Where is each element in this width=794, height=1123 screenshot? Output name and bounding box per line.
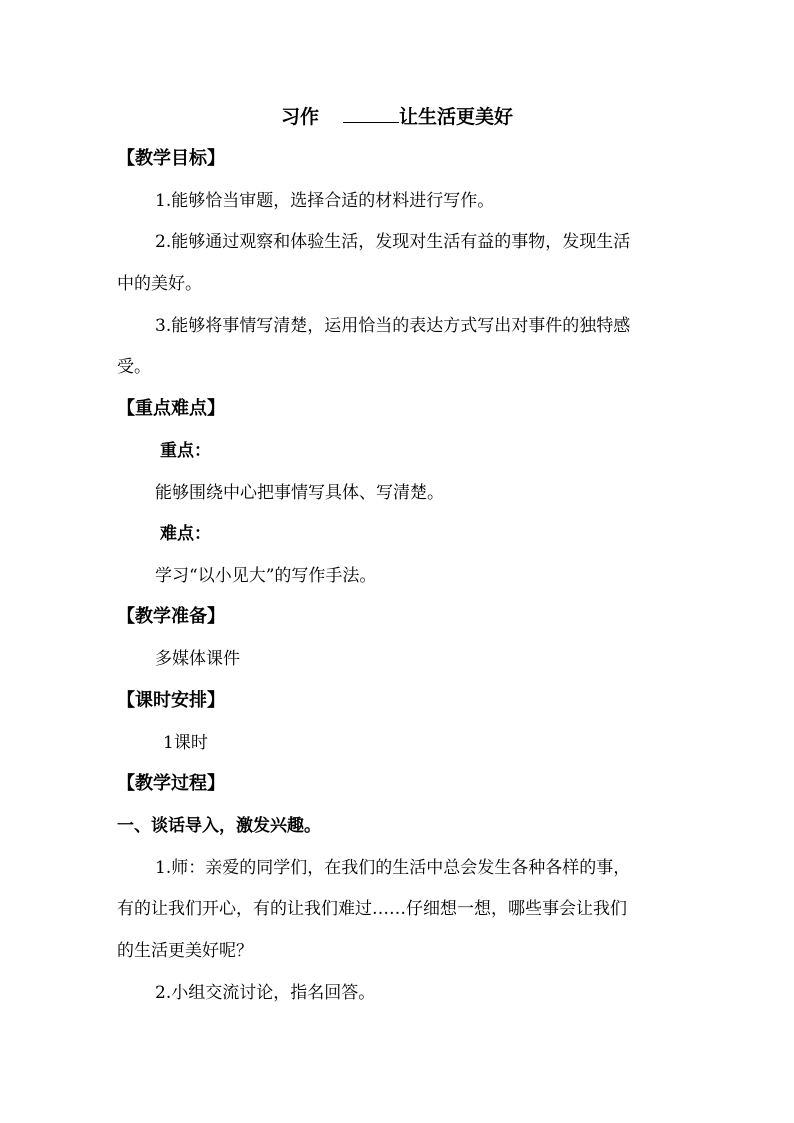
process-heading: 【教学过程】 — [117, 773, 225, 794]
difficulty-label: 难点： — [160, 524, 211, 544]
step-1-item-1-line-2: 有的让我们开心，有的让我们难过……仔细想一想，哪些事会让我们 — [117, 899, 627, 919]
prep-heading: 【教学准备】 — [117, 606, 225, 627]
key-label: 重点： — [160, 441, 211, 461]
step-1-heading: 一、谈话导入，激发兴趣。 — [117, 816, 321, 836]
title-blank — [343, 106, 399, 123]
step-1-item-1-line-1: 1.师：亲爱的同学们，在我们的生活中总会发生各种各样的事， — [155, 858, 631, 878]
goals-heading: 【教学目标】 — [117, 148, 225, 169]
schedule-text: 1课时 — [163, 733, 208, 753]
title-prefix: 习作 — [280, 106, 319, 128]
goal-1: 1.能够恰当审题，选择合适的材料进行写作。 — [155, 191, 495, 211]
goal-2-line-1: 2.能够通过观察和体验生活，发现对生活有益的事物，发现生活 — [155, 232, 631, 252]
key-text: 能够围绕中心把事情写具体、写清楚。 — [155, 483, 444, 503]
goal-3-line-2: 受。 — [117, 357, 151, 377]
title-suffix: 让生活更美好 — [399, 106, 514, 128]
difficulty-text: 学习“以小见大”的写作手法。 — [155, 566, 377, 586]
prep-text: 多媒体课件 — [155, 649, 240, 669]
schedule-heading: 【课时安排】 — [117, 690, 225, 711]
document-title — [0, 103, 794, 131]
step-1-item-2: 2.小组交流讨论，指名回答。 — [155, 983, 376, 1003]
goal-3-line-1: 3.能够将事情写清楚，运用恰当的表达方式写出对事件的独特感 — [155, 316, 631, 336]
key-points-heading: 【重点难点】 — [117, 398, 225, 419]
step-1-item-1-line-3: 的生活更美好呢？ — [117, 941, 253, 961]
goal-2-line-2: 中的美好。 — [117, 274, 202, 294]
